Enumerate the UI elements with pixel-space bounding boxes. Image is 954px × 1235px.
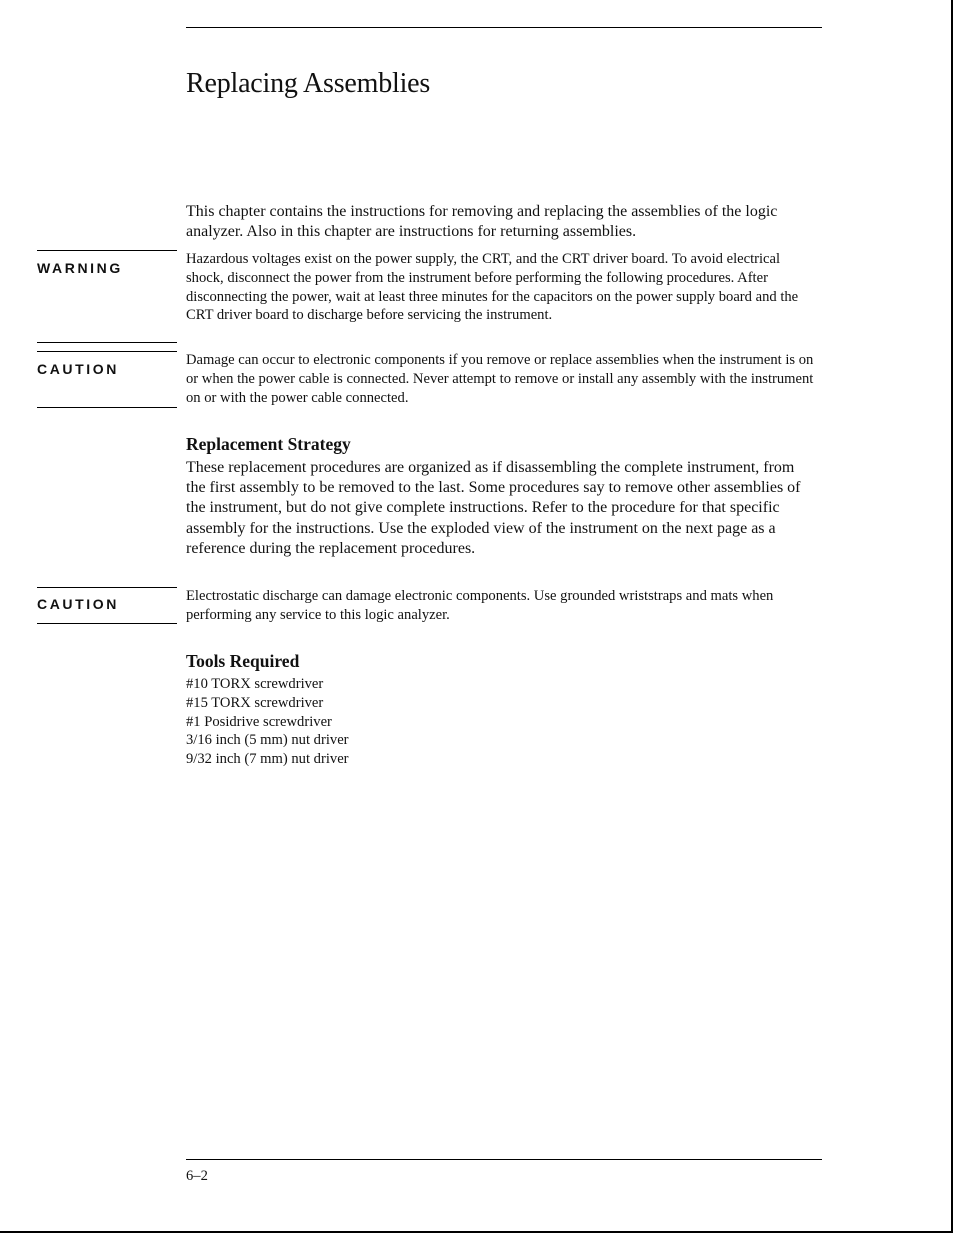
caution-1-text: Damage can occur to electronic components if you remove or replace assemblies when the instrument is on or when the power cable is connected. Never attempt to remove or install any assembly with the instrument on or with the power cable connected. (186, 352, 814, 406)
footer-rule (186, 1159, 822, 1160)
tool-item: 3/16 inch (5 mm) nut driver (186, 732, 349, 749)
tool-item: #1 Posidrive screwdriver (186, 713, 332, 730)
warning-top-rule (37, 250, 177, 251)
header-rule (186, 27, 822, 28)
replacement-strategy-paragraph: These replacement procedures are organized as if disassembling the complete instrument, from the first assembly to be removed to the last. Some procedures say to remove other assemblies of the instrument, but do not give complete instructions. Refer to the procedure for that specific assembly for the instructions. Use the exploded view of the instrument on the next page as a reference during the replacement procedures. (186, 459, 801, 557)
tools-list (186, 675, 349, 769)
tool-item: #15 TORX screwdriver (186, 694, 324, 711)
warning-label: WARNING (37, 260, 123, 276)
warning-text: Hazardous voltages exist on the power supply, the CRT, and the CRT driver board. To avoid electrical shock, disconnect the power from the instrument before performing the following procedures. After disconnecting the power, wait at least three minutes for the capacitors on the power supply board and the CRT driver board to discharge before servicing the instrument. (186, 251, 799, 324)
page-border-bottom (0, 1231, 953, 1233)
caution-2-text: Electrostatic discharge can damage electronic components. Use grounded wriststraps and mats when performing any service to this logic analyzer. (186, 588, 774, 623)
tools-required-heading: Tools Required (186, 651, 300, 671)
page-title: Replacing Assemblies (186, 68, 431, 99)
caution-1-bottom-rule (37, 407, 177, 408)
caution-2-top-rule (37, 587, 177, 588)
caution-1-top-rule (37, 351, 177, 352)
caution-2-label: CAUTION (37, 596, 119, 612)
tool-item: #10 TORX screwdriver (186, 676, 324, 692)
replacement-strategy-heading: Replacement Strategy (186, 434, 351, 454)
caution-2-bottom-rule (37, 623, 177, 624)
warning-bottom-rule (37, 342, 177, 343)
caution-1-label: CAUTION (37, 361, 119, 377)
page-number: 6–2 (186, 1168, 208, 1184)
tool-item: 9/32 inch (7 mm) nut driver (186, 751, 349, 768)
page-border-right (951, 0, 953, 1233)
intro-paragraph: This chapter contains the instructions for removing and replacing the assemblies of the logic analyzer. Also in this chapter are instructions for returning assemblies. (186, 203, 778, 241)
